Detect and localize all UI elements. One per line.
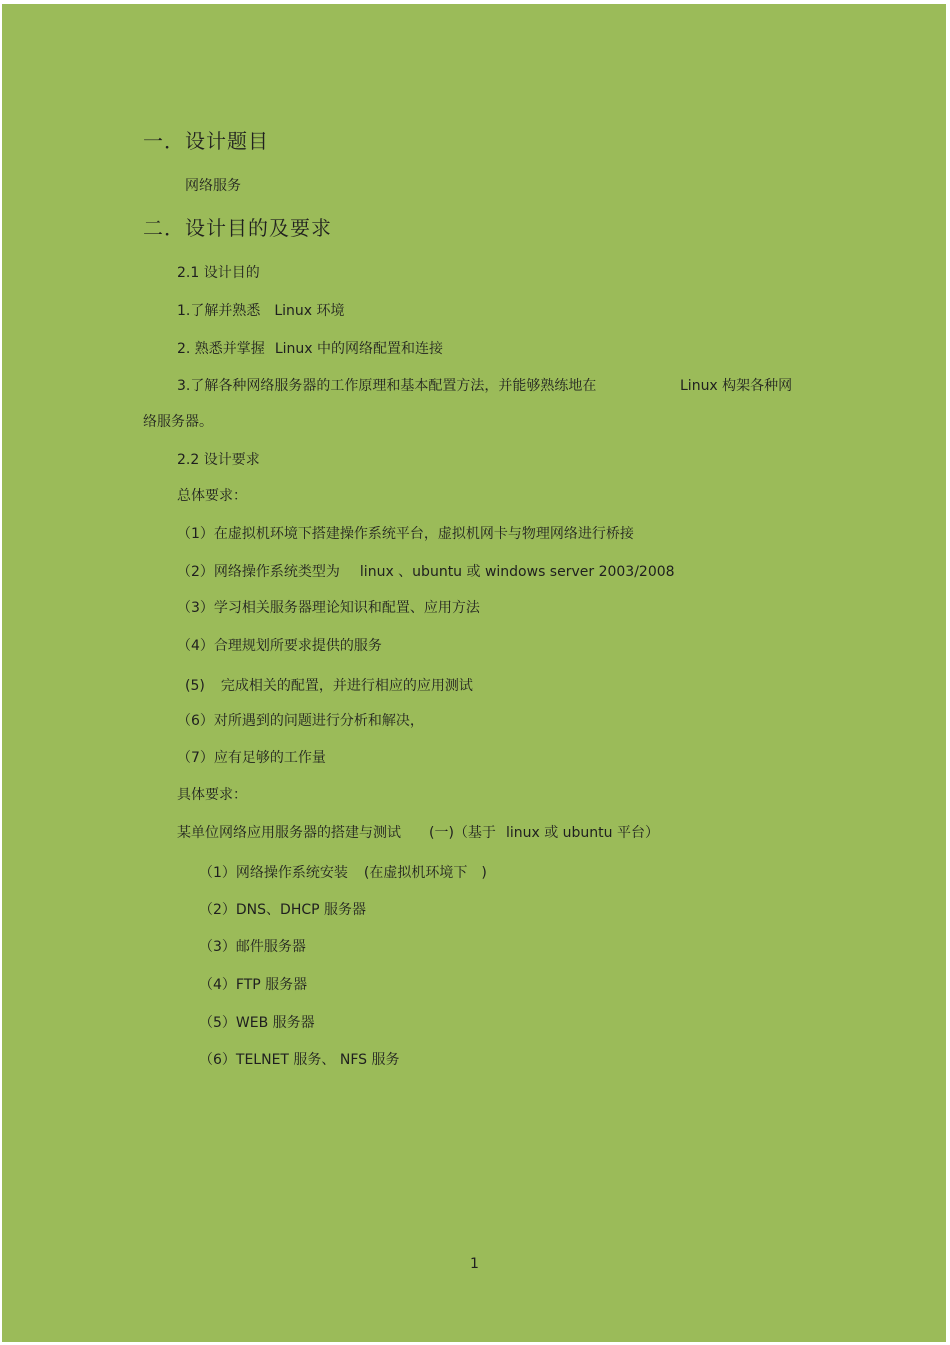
purpose-item-3-cont: Linux 构架各种网 bbox=[680, 378, 793, 394]
item-mail: （3）邮件服务器 bbox=[199, 939, 306, 955]
section-heading-1: 一．设计题目 bbox=[143, 129, 269, 153]
purpose-title: 2.1 设计目的 bbox=[177, 265, 260, 281]
general-requirements-title: 总体要求： bbox=[177, 488, 247, 504]
project-title: 某单位网络应用服务器的搭建与测试 (一)（基于 linux 或 ubuntu 平台） bbox=[177, 825, 659, 841]
purpose-item-3: 3.了解各种网络服务器的工作原理和基本配置方法，并能够熟练地在 bbox=[177, 378, 597, 394]
item-ftp: （4）FTP 服务器 bbox=[199, 977, 308, 993]
item-dns-dhcp: （2）DNS、DHCP 服务器 bbox=[199, 902, 367, 918]
section-heading-2: 二．设计目的及要求 bbox=[143, 216, 332, 240]
general-item-3: （3）学习相关服务器理论知识和配置、应用方法 bbox=[177, 600, 480, 616]
general-item-4: （4）合理规划所要求提供的服务 bbox=[177, 638, 382, 654]
item-os-install: （1）网络操作系统安装 (在虚拟机环境下 ) bbox=[199, 865, 487, 881]
page-number: 1 bbox=[470, 1256, 479, 1272]
general-item-1: （1）在虚拟机环境下搭建操作系统平台，虚拟机网卡与物理网络进行桥接 bbox=[177, 526, 634, 542]
general-item-6: （6）对所遇到的问题进行分析和解决， bbox=[177, 713, 424, 729]
requirements-title: 2.2 设计要求 bbox=[177, 452, 260, 468]
design-topic: 网络服务 bbox=[185, 178, 241, 194]
specific-requirements-title: 具体要求： bbox=[177, 787, 247, 803]
general-item-2: （2）网络操作系统类型为 linux 、ubuntu 或 windows server 2003/2008 bbox=[177, 564, 675, 580]
item-telnet-nfs: （6）TELNET 服务、 NFS 服务 bbox=[199, 1052, 400, 1068]
general-item-5: (5) 完成相关的配置，并进行相应的应用测试 bbox=[185, 678, 473, 694]
general-item-7: （7）应有足够的工作量 bbox=[177, 750, 326, 766]
document-page bbox=[2, 4, 946, 1342]
purpose-item-1: 1.了解并熟悉 Linux 环境 bbox=[177, 303, 345, 319]
purpose-item-3-wrap: 络服务器。 bbox=[143, 414, 213, 430]
purpose-item-2: 2. 熟悉并掌握 Linux 中的网络配置和连接 bbox=[177, 341, 443, 357]
item-web: （5）WEB 服务器 bbox=[199, 1015, 315, 1031]
